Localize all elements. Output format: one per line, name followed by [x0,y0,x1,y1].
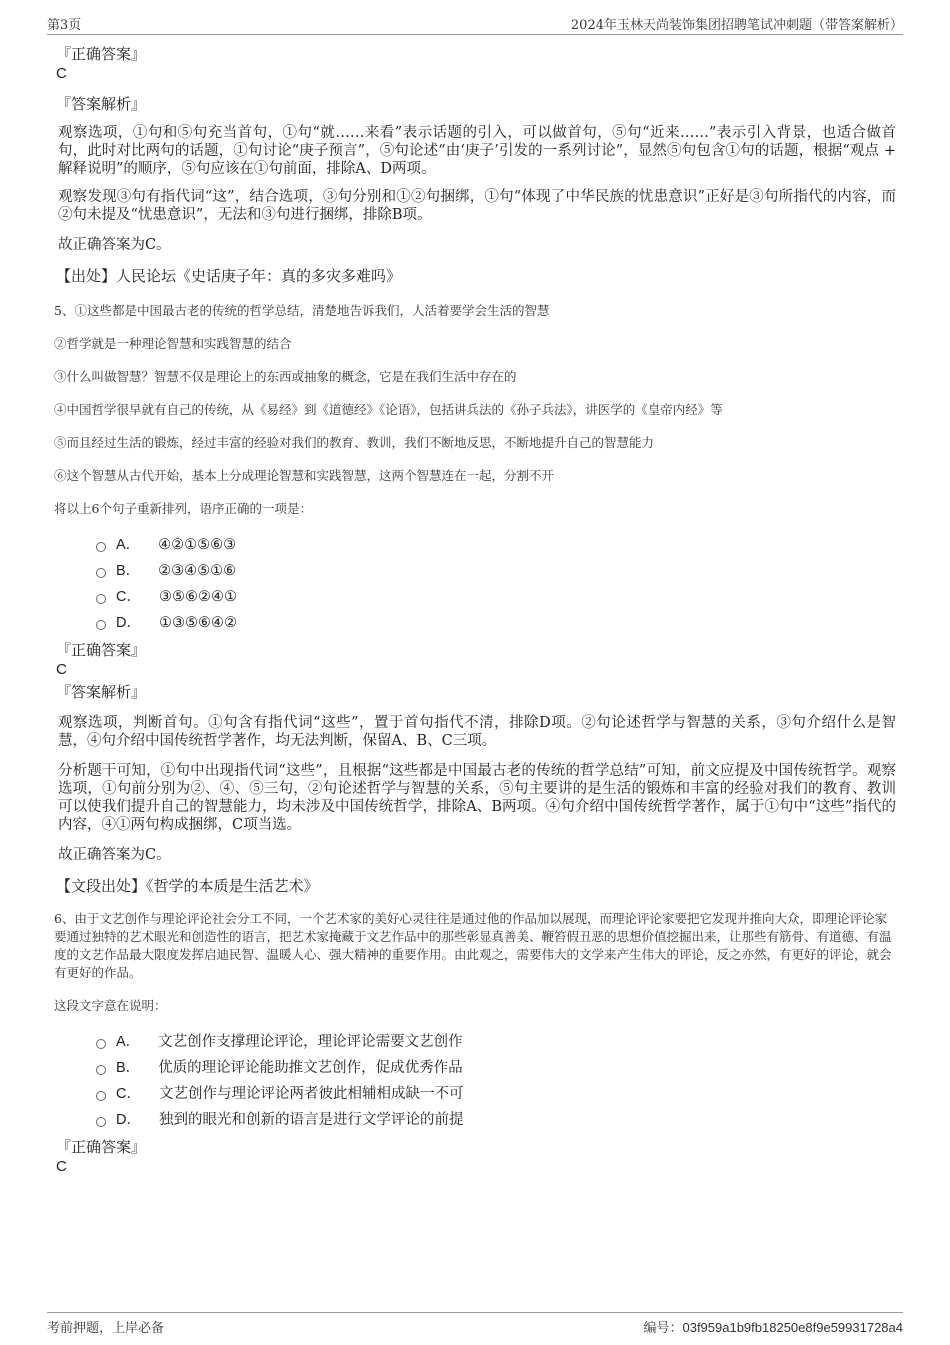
option-d[interactable]: D． 独到的眼光和创新的语言是进行文学评论的前提 [96,1107,896,1133]
radio-button[interactable] [96,594,106,604]
question-sentence: ⑤而且经过生活的锻炼，经过丰富的经验对我们的教育、教训，我们不断地反思，不断地提升自己的智慧能力 [54,435,655,450]
analysis-label: 『答案解析』 [56,683,147,701]
question-sentence: ④中国哲学很早就有自己的传统，从《易经》到《道德经》《论语》，包括讲兵法的《孙子兵法》，讲医学的《皇帝内经》等 [54,402,723,417]
question-stem: 6、由于文艺创作与理论评论社会分工不同，一个艺术家的美好心灵往往是通过他的作品加以展现，而理论评论家要把它发现并推向大众，即理论评论家要通过独特的艺术眼光和创造性的语言，把艺术家掩藏于文艺作品中的那些彰显真善美、鞭笞假丑恶的思想价值挖掘出来，让那些有筋骨、有道德、有温度的文艺作品最大限度发挥启迪民智、温暖人心、强大精神的重要作用。由此观之，需要伟大的文学来产生伟大的评论，反之亦然，有更好的评论，就会有更好的作品。 [54,911,892,980]
question-prompt: 将以上6个句子重新排列，语序正确的一项是： [54,501,312,516]
footer-slogan: 考前押题，上岸必备 [47,1321,165,1336]
question-5 [54,302,896,518]
answer-value: C [56,65,67,82]
radio-button[interactable] [96,1039,106,1049]
answer-label: 『正确答案』 [56,641,147,659]
question-sentence: ②哲学就是一种理论智慧和实践智慧的结合 [54,336,292,351]
q5-options [96,532,896,636]
answer-value: C [56,1158,67,1175]
answer-value: C [56,661,67,678]
analysis-paragraph: 分析题干可知，①句中出现指代词“这些”，且根据“这些都是中国最古老的传统的哲学总结”可知，前文应提及中国传统哲学。观察选项，①句前分别为②、④、⑤三句，②句论述哲学与智慧的关系，⑤句主要讲的是生活的锻炼和丰富的经验对我们的教育、教训可以使我们提升自己的智慧能力，均未涉及中国传统哲学，排除A、B两项。④句介绍中国传统哲学著作，属于①句中“这些”指代的内容，④①两句构成捆绑，C项当选。 [58,763,896,833]
radio-button[interactable] [96,1091,106,1101]
question-sentence: 5、①这些都是中国最古老的传统的哲学总结，清楚地告诉我们，人活着要学会生活的智慧 [54,303,550,318]
q6-options [96,1029,896,1133]
page-header [47,10,903,35]
option-b[interactable]: B． ②③④⑤①⑥ [96,558,896,584]
analysis-conclusion: 故正确答案为C。 [58,237,171,253]
question-sentence: ⑥这个智慧从古代开始，基本上分成理论智慧和实践智慧，这两个智慧连在一起，分割不开 [54,468,555,483]
answer-label: 『正确答案』 [56,1138,147,1156]
analysis-paragraph: 观察发现③句有指代词“这”，结合选项，③句分别和①②句捆绑，①句“体现了中华民族的忧患意识”正好是③句所指代的内容，而②句未提及“忧患意识”，无法和③句进行捆绑，排除B项。 [58,189,896,223]
question-6 [54,910,896,1015]
source-citation: 【出处】人民论坛《史话庚子年：真的多灾多难吗》 [56,267,402,285]
answer-label: 『正确答案』 [56,45,147,63]
radio-button[interactable] [96,1117,106,1127]
option-a[interactable]: A． ④②①⑤⑥③ [96,532,896,558]
analysis-paragraph: 观察选项，①句和⑤句充当首句，①句“就……来看”表示话题的引入，可以做首句，⑤句“近来……”表示引入背景，也适合做首句，此时对比两句的话题，①句讨论“庚子预言”，⑤句论述“由‘庚子’引发的一系列讨论”，显然⑤句包含①句的话题，根据“观点 + 解释说明”的顺序，⑤句应该在①句前面，排除A、D两项。 [58,125,896,177]
option-b[interactable]: B． 优质的理论评论能助推文艺创作，促成优秀作品 [96,1055,896,1081]
analysis-label: 『答案解析』 [56,95,147,113]
radio-button[interactable] [96,568,106,578]
analysis-paragraph: 观察选项，判断首句。①句含有指代词“这些”，置于首句指代不清，排除D项。②句论述哲学与智慧的关系，③句介绍什么是智慧，④句介绍中国传统哲学著作，均无法判断，保留A、B、C三项。 [58,715,896,749]
document-title: 2024年玉林天尚装饰集团招聘笔试冲刺题（带答案解析） [570,18,903,33]
radio-button[interactable] [96,542,106,552]
source-citation: 【文段出处】《哲学的本质是生活艺术》 [56,877,319,895]
option-d[interactable]: D． ①③⑤⑥④② [96,610,896,636]
page-number: 第3页 [47,18,82,33]
question-sentence: ③什么叫做智慧？智慧不仅是理论上的东西或抽象的概念，它是在我们生活中存在的 [54,369,517,384]
option-c[interactable]: C． 文艺创作与理论评论两者彼此相辅相成缺一不可 [96,1081,896,1107]
document-code: 编号：03f959a1b9fb18250e8f9e59931728a4 [643,1320,903,1335]
option-c[interactable]: C． ③⑤⑥②④① [96,584,896,610]
analysis-conclusion: 故正确答案为C。 [58,847,171,863]
question-prompt: 这段文字意在说明： [54,998,167,1013]
radio-button[interactable] [96,1065,106,1075]
option-a[interactable]: A． 文艺创作支撑理论评论，理论评论需要文艺创作 [96,1029,896,1055]
page-footer [47,1312,903,1337]
document-body [56,44,896,1177]
radio-button[interactable] [96,620,106,630]
